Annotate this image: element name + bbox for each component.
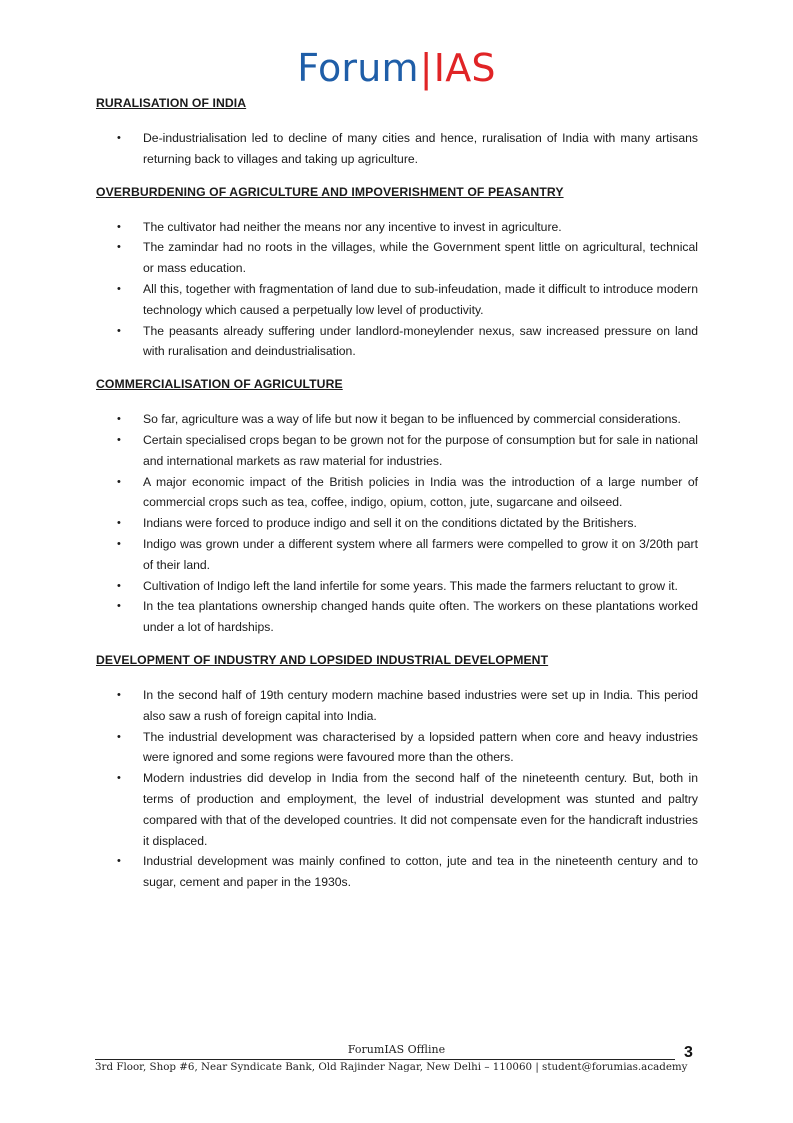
list-item-text: The cultivator had neither the means nor any incentive to invest in agriculture. [143, 219, 562, 234]
document-body [96, 95, 698, 907]
section [96, 376, 698, 638]
footer-divider [95, 1059, 675, 1060]
section-heading: DEVELOPMENT OF INDUSTRY AND LOPSIDED INDUSTRIAL DEVELOPMENT [96, 652, 549, 667]
bullet-icon: • [117, 688, 121, 701]
list-item [96, 321, 698, 363]
bullet-icon: • [117, 600, 121, 613]
section [96, 95, 698, 170]
logo-separator: | [419, 46, 433, 90]
list-item [96, 685, 698, 727]
bullet-icon: • [117, 730, 121, 743]
bullet-icon: • [117, 537, 121, 550]
list-item-text: Industrial development was mainly confined to cotton, jute and tea in the nineteenth century and to sugar, cement and paper in the 1930s. [143, 854, 698, 890]
bullet-icon: • [117, 579, 121, 592]
bullet-list [96, 685, 698, 893]
list-item [96, 237, 698, 279]
footer-address: 3rd Floor, Shop #6, Near Syndicate Bank, Old Rajinder Nagar, New Delhi – 110060 | student@forumias.academy [95, 1061, 688, 1073]
list-item [96, 513, 698, 534]
list-item-text: Indians were forced to produce indigo and sell it on the conditions dictated by the Britishers. [143, 516, 637, 531]
list-item [96, 576, 698, 597]
forumias-logo [0, 44, 793, 92]
bullet-icon: • [117, 282, 121, 295]
bullet-icon: • [117, 413, 121, 426]
list-item [96, 851, 698, 893]
section-heading: COMMERCIALISATION OF AGRICULTURE [96, 377, 343, 392]
bullet-icon: • [117, 433, 121, 446]
list-item [96, 217, 698, 238]
list-item-text: The zamindar had no roots in the villages, while the Government spent little on agricultural, technical or mass education. [143, 240, 698, 276]
list-item [96, 472, 698, 514]
list-item-text: Indigo was grown under a different system where all farmers were compelled to grow it on 3/20th part of their land. [143, 536, 698, 572]
logo-ias-text: IAS [433, 46, 496, 90]
list-item [96, 596, 698, 638]
list-item-text: So far, agriculture was a way of life but now it began to be influenced by commercial considerations. [143, 412, 681, 427]
bullet-icon: • [117, 772, 121, 785]
bullet-list [96, 128, 698, 170]
list-item-text: Certain specialised crops began to be grown not for the purpose of consumption but for sale in national and international markets as raw material for industries. [143, 432, 698, 468]
list-item [96, 279, 698, 321]
footer-title: ForumIAS Offline [347, 1043, 446, 1056]
bullet-list [96, 217, 698, 363]
list-item-text: Modern industries did develop in India from the second half of the nineteenth century. But, both in terms of production and employment, the level of industrial development was stunted and paltry compared with that of the developed countries. It did not compensate even for the handicraft industries it displaced. [143, 771, 698, 848]
list-item-text: All this, together with fragmentation of land due to sub-infeudation, made it difficult to introduce modern technology which caused a perpetually low level of productivity. [143, 281, 698, 317]
list-item-text: The peasants already suffering under landlord-moneylender nexus, saw increased pressure on land with ruralisation and deindustrialisation. [143, 323, 698, 359]
bullet-icon: • [117, 517, 121, 530]
bullet-list [96, 409, 698, 638]
list-item [96, 727, 698, 769]
bullet-icon: • [117, 475, 121, 488]
bullet-icon: • [117, 132, 121, 144]
list-item [96, 768, 698, 851]
list-item [96, 430, 698, 472]
list-item-text: De-industrialisation led to decline of many cities and hence, ruralisation of India with many artisans returning back to villages and taking up agriculture. [143, 131, 698, 166]
list-item [96, 409, 698, 430]
page-number: 3 [684, 1044, 693, 1061]
bullet-icon: • [117, 220, 121, 233]
list-item [96, 128, 698, 170]
section [96, 652, 698, 893]
section-heading: RURALISATION OF INDIA [96, 96, 247, 110]
list-item-text: The industrial development was characterised by a lopsided pattern when core and heavy industries were ignored and some regions were favoured more than the others. [143, 729, 698, 765]
bullet-icon: • [117, 241, 121, 254]
section-heading: OVERBURDENING OF AGRICULTURE AND IMPOVERISHMENT OF PEASANTRY [96, 184, 564, 199]
list-item-text: In the tea plantations ownership changed hands quite often. The workers on these plantations worked under a lot of hardships. [143, 599, 698, 635]
bullet-icon: • [117, 324, 121, 337]
list-item [96, 534, 698, 576]
list-item-text: A major economic impact of the British policies in India was the introduction of a large number of commercial crops such as tea, coffee, indigo, opium, cotton, jute, sugarcane and oilseed. [143, 474, 698, 510]
bullet-icon: • [117, 855, 121, 868]
list-item-text: Cultivation of Indigo left the land infertile for some years. This made the farmers reluctant to grow it. [143, 578, 678, 593]
section [96, 184, 698, 363]
list-item-text: In the second half of 19th century modern machine based industries were set up in India. This period also saw a rush of foreign capital into India. [143, 687, 698, 723]
logo-forum-text: Forum [297, 46, 419, 90]
